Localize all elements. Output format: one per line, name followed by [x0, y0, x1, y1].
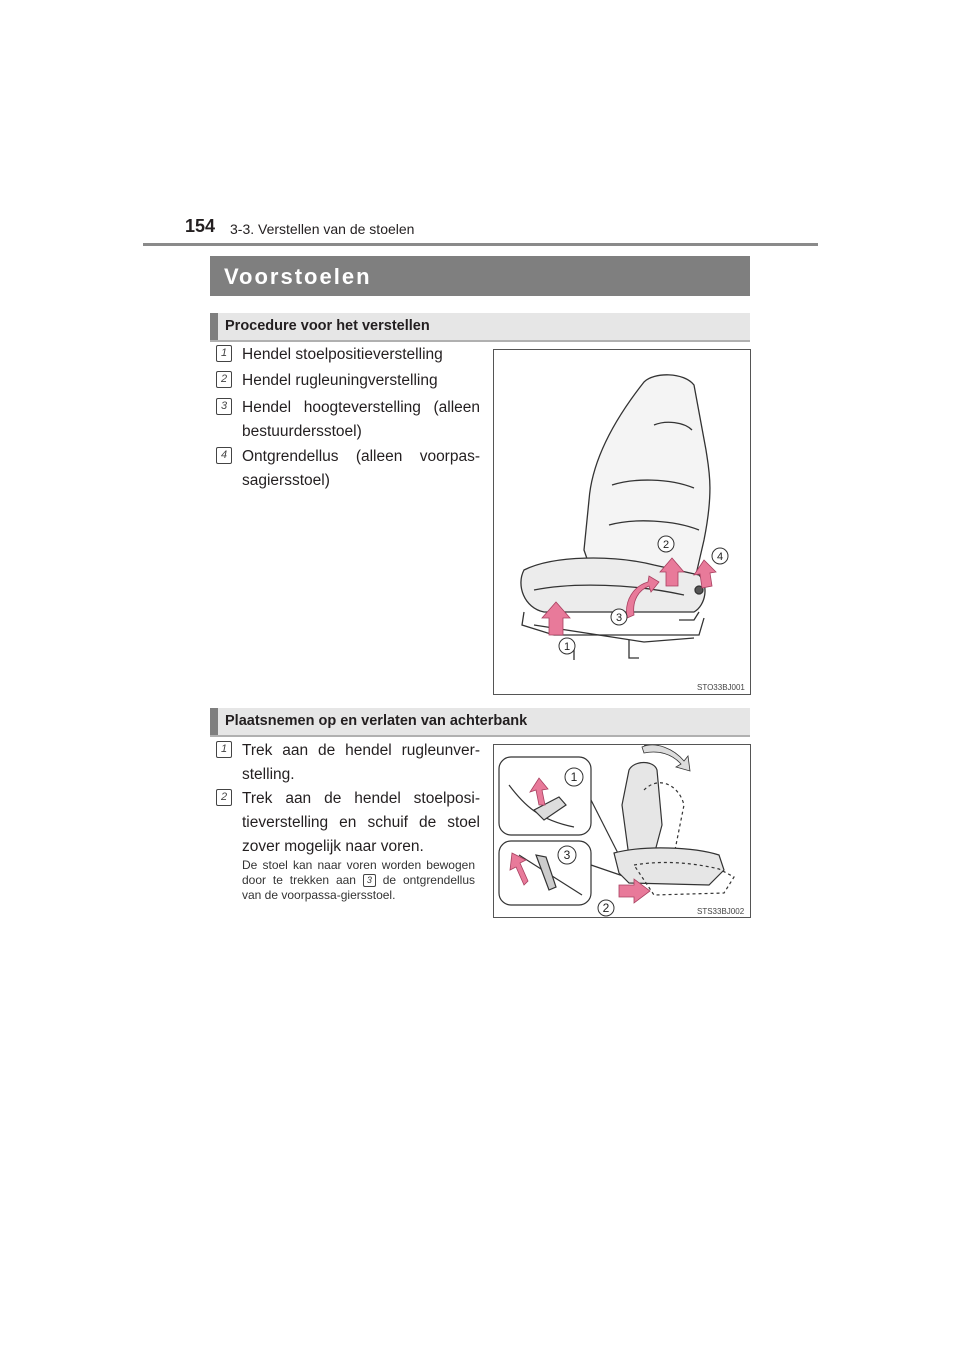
callout-label: 2: [602, 901, 610, 915]
callout-layer: [494, 350, 750, 694]
list-item: Trek aan de hendel stoelposi-tieverstelling en schuif de stoel zover mogelijk naar voren.: [242, 790, 480, 855]
rear-access-illustration: [494, 745, 750, 917]
note-text-before: De stoel kan naar voren worden bewogen door te trekken aan: [242, 858, 475, 887]
callout-label: 3: [615, 612, 623, 624]
list-item: Ontgrendellus (alleen voorpas-sagiersstoel): [242, 448, 480, 489]
chapter-title: 3-3. Verstellen van de stoelen: [230, 221, 415, 237]
section-title: Voorstoelen: [224, 264, 372, 289]
figure-code: STS33BJ002: [697, 907, 745, 916]
note-text: [242, 858, 475, 903]
step-number: 3: [216, 398, 232, 415]
step-number: 2: [216, 789, 232, 806]
subsection-bar-edge: [210, 313, 218, 340]
callout-label: 1: [563, 641, 571, 653]
subsection-bar-rear-access: [210, 708, 750, 737]
up-arrow-icon: [660, 558, 684, 586]
subsection-title: Procedure voor het verstellen: [225, 318, 430, 334]
list-item: Hendel rugleuningverstelling: [242, 372, 438, 389]
step-number: 4: [216, 447, 232, 464]
list-item: Hendel hoogteverstelling (alleen bestuurdersstoel): [242, 399, 480, 440]
callout-label: 4: [716, 551, 724, 563]
figure-code: STO33BJ001: [697, 683, 745, 692]
up-arrow-icon: [694, 560, 716, 588]
callout-label: 1: [570, 770, 578, 784]
subsection-bar-procedure: [210, 313, 750, 342]
up-arrow-icon: [542, 602, 570, 635]
page-number: 154: [185, 216, 216, 236]
subsection-title: Plaatsnemen op en verlaten van achterbank: [225, 713, 528, 729]
section-title-bar: [210, 256, 750, 296]
step-number: 1: [216, 345, 232, 362]
step-number: 2: [216, 371, 232, 388]
step-number: 1: [216, 741, 232, 758]
figure-seat-adjustment: [493, 349, 751, 695]
list-item: Hendel stoelpositieverstelling: [242, 346, 443, 363]
callout-label: 3: [563, 848, 571, 862]
figure-rear-access: [493, 744, 751, 918]
header-divider: [143, 243, 818, 246]
note-text-after: de ontgrendellus van de voorpassa-giersstoel.: [242, 873, 476, 902]
inline-reference-number: 3: [363, 874, 376, 887]
subsection-bar-edge: [210, 708, 218, 735]
callout-label: 2: [662, 539, 670, 551]
curved-arrow-icon: [626, 576, 659, 618]
list-item: Trek aan de hendel rugleunver-stelling.: [242, 742, 480, 783]
